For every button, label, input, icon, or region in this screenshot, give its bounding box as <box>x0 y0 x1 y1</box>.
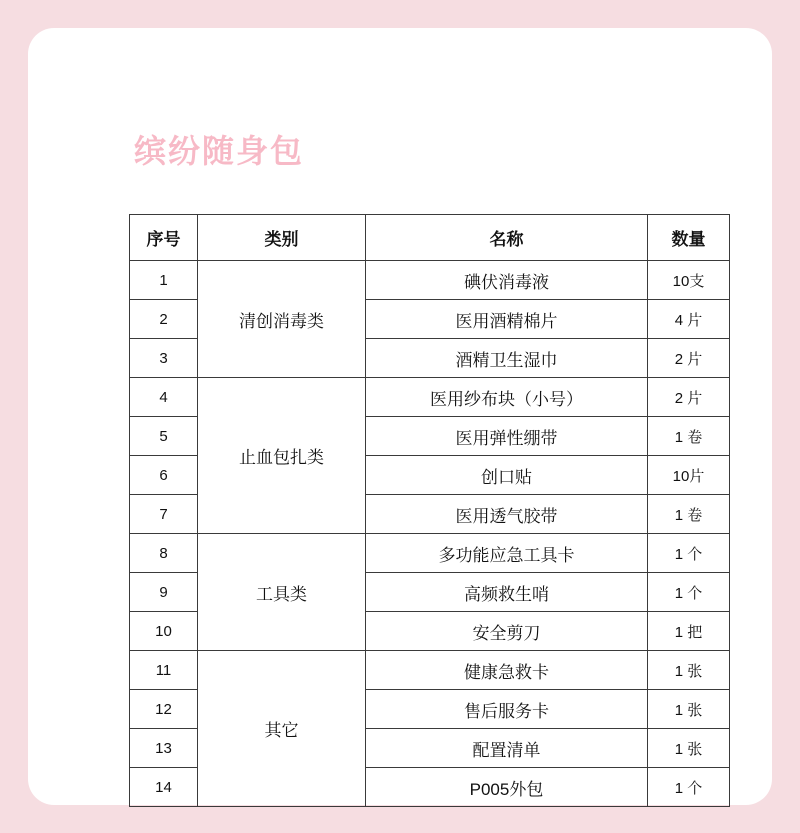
cell-name: 医用弹性绷带 <box>366 417 648 456</box>
cell-index: 10 <box>130 612 198 651</box>
cell-name: 酒精卫生湿巾 <box>366 339 648 378</box>
cell-name: 医用纱布块（小号） <box>366 378 648 417</box>
cell-name: 配置清单 <box>366 729 648 768</box>
cell-index: 1 <box>130 261 198 300</box>
column-header-category: 类别 <box>198 215 366 261</box>
cell-quantity: 2 片 <box>648 378 730 417</box>
cell-index: 3 <box>130 339 198 378</box>
contents-table-wrapper <box>129 214 721 807</box>
table-row <box>130 261 730 300</box>
cell-name: 高频救生哨 <box>366 573 648 612</box>
cell-category: 工具类 <box>198 534 366 651</box>
cell-quantity: 10支 <box>648 261 730 300</box>
contents-table <box>129 214 730 807</box>
cell-index: 9 <box>130 573 198 612</box>
cell-quantity: 1 张 <box>648 729 730 768</box>
table-row <box>130 651 730 690</box>
table-header-row <box>130 215 730 261</box>
cell-quantity: 1 把 <box>648 612 730 651</box>
cell-quantity: 1 卷 <box>648 417 730 456</box>
cell-name: 多功能应急工具卡 <box>366 534 648 573</box>
table-row <box>130 534 730 573</box>
column-header-quantity: 数量 <box>648 215 730 261</box>
cell-index: 2 <box>130 300 198 339</box>
cell-quantity: 1 个 <box>648 534 730 573</box>
cell-index: 6 <box>130 456 198 495</box>
cell-quantity: 1 张 <box>648 690 730 729</box>
cell-name: 安全剪刀 <box>366 612 648 651</box>
column-header-name: 名称 <box>366 215 648 261</box>
cell-name: 医用透气胶带 <box>366 495 648 534</box>
page-title: 缤纷随身包 <box>134 133 305 169</box>
cell-index: 7 <box>130 495 198 534</box>
cell-index: 4 <box>130 378 198 417</box>
cell-name: 碘伏消毒液 <box>366 261 648 300</box>
cell-index: 8 <box>130 534 198 573</box>
cell-index: 5 <box>130 417 198 456</box>
cell-category: 止血包扎类 <box>198 378 366 534</box>
cell-index: 14 <box>130 768 198 807</box>
cell-name: 售后服务卡 <box>366 690 648 729</box>
cell-name: 健康急救卡 <box>366 651 648 690</box>
cell-quantity: 1 个 <box>648 573 730 612</box>
cell-quantity: 1 张 <box>648 651 730 690</box>
table-row <box>130 378 730 417</box>
table-header <box>130 215 730 261</box>
cell-quantity: 2 片 <box>648 339 730 378</box>
cell-category: 其它 <box>198 651 366 807</box>
cell-quantity: 10片 <box>648 456 730 495</box>
cell-index: 11 <box>130 651 198 690</box>
cell-quantity: 1 卷 <box>648 495 730 534</box>
cell-quantity: 1 个 <box>648 768 730 807</box>
cell-name: P005外包 <box>366 768 648 807</box>
cell-index: 12 <box>130 690 198 729</box>
table-body <box>130 261 730 807</box>
cell-name: 医用酒精棉片 <box>366 300 648 339</box>
cell-name: 创口贴 <box>366 456 648 495</box>
column-header-index: 序号 <box>130 215 198 261</box>
document-card <box>28 28 772 805</box>
cell-quantity: 4 片 <box>648 300 730 339</box>
cell-category: 清创消毒类 <box>198 261 366 378</box>
cell-index: 13 <box>130 729 198 768</box>
